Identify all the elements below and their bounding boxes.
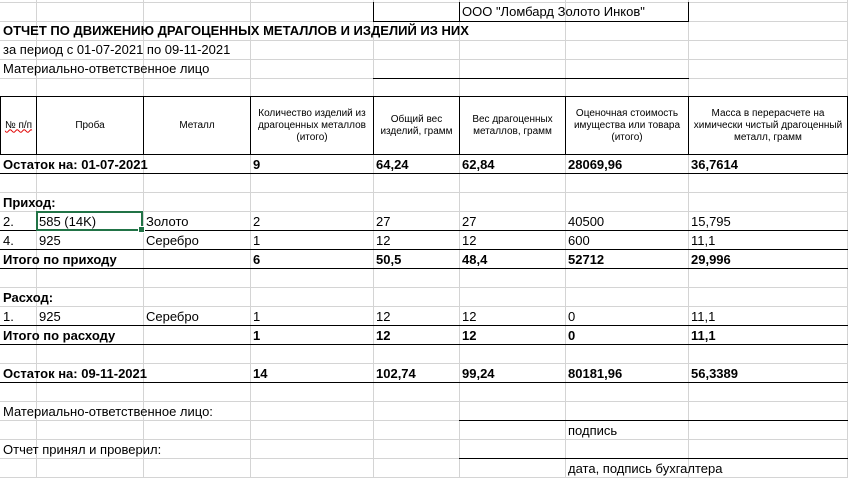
header-pure-mass[interactable]: Масса в перерасчете на химически чистый драгоценный металл, грамм — [693, 107, 843, 143]
header-value[interactable]: Оценочная стоимость имущества или товара (итого) — [573, 107, 681, 143]
income-total-pure-mass[interactable]: 29,996 — [691, 252, 731, 267]
header-assay[interactable]: Проба — [75, 119, 105, 131]
active-cell-selection[interactable] — [36, 211, 143, 231]
footer-date-signature-caption[interactable]: дата, подпись бухгалтера — [568, 461, 723, 476]
row-precious-weight[interactable]: 12 — [462, 309, 477, 324]
row-pure-mass[interactable]: 15,795 — [691, 214, 731, 229]
row-total-weight[interactable]: 27 — [376, 214, 391, 229]
closing-total-weight[interactable]: 102,74 — [376, 366, 416, 381]
row-num[interactable]: 2. — [3, 214, 14, 229]
income-total-precious-weight[interactable]: 48,4 — [462, 252, 488, 267]
income-section-label[interactable]: Приход: — [3, 195, 56, 210]
row-value[interactable]: 0 — [568, 309, 576, 324]
row-qty[interactable]: 1 — [253, 309, 261, 324]
header-quantity[interactable]: Количество изделий из драгоценных металлов (итого) — [258, 107, 366, 143]
header-precious-weight[interactable]: Вес драгоценных металлов, грамм — [472, 113, 553, 137]
opening-precious-weight[interactable]: 62,84 — [462, 157, 495, 172]
row-qty[interactable]: 2 — [253, 214, 261, 229]
row-total-weight[interactable]: 12 — [376, 309, 391, 324]
footer-accepted-label[interactable]: Отчет принял и проверил: — [3, 442, 162, 457]
footer-responsible-label[interactable]: Материально-ответственное лицо: — [3, 404, 213, 419]
row-pure-mass[interactable]: 11,1 — [691, 309, 716, 324]
income-total-qty[interactable]: 6 — [253, 252, 261, 267]
opening-balance-label[interactable]: Остаток на: 01-07-2021 — [3, 157, 148, 172]
row-assay[interactable]: 925 — [39, 233, 61, 248]
opening-total-weight[interactable]: 64,24 — [376, 157, 409, 172]
closing-pure-mass[interactable]: 56,3389 — [691, 366, 738, 381]
row-value[interactable]: 40500 — [568, 214, 605, 229]
expense-total-qty[interactable]: 1 — [253, 328, 261, 343]
expense-total-precious-weight[interactable]: 12 — [462, 328, 477, 343]
row-metal[interactable]: Серебро — [146, 309, 199, 324]
closing-value[interactable]: 80181,96 — [568, 366, 623, 381]
row-assay[interactable]: 585 (14K) — [39, 214, 97, 229]
opening-pure-mass[interactable]: 36,7614 — [691, 157, 738, 172]
header-total-weight[interactable]: Общий вес изделий, грамм — [380, 113, 453, 137]
row-total-weight[interactable]: 12 — [376, 233, 391, 248]
income-total-weight[interactable]: 50,5 — [376, 252, 402, 267]
footer-signature-caption[interactable]: подпись — [568, 423, 618, 438]
row-pure-mass[interactable]: 11,1 — [691, 233, 716, 248]
header-metal[interactable]: Металл — [179, 119, 215, 131]
report-title[interactable]: ОТЧЕТ ПО ДВИЖЕНИЮ ДРАГОЦЕННЫХ МЕТАЛЛОВ И ИЗДЕЛИЙ ИЗ НИХ — [3, 23, 469, 38]
opening-qty[interactable]: 9 — [253, 157, 261, 172]
row-metal[interactable]: Серебро — [146, 233, 199, 248]
company-name[interactable]: ООО "Ломбард Золото Инков" — [462, 4, 645, 19]
header-num[interactable]: № п/п — [4, 119, 33, 131]
report-period[interactable]: за период с 01-07-2021 по 09-11-2021 — [3, 42, 231, 57]
responsible-person-label[interactable]: Материально-ответственное лицо — [3, 61, 210, 76]
row-precious-weight[interactable]: 12 — [462, 233, 477, 248]
expense-total-value[interactable]: 0 — [568, 328, 576, 343]
row-value[interactable]: 600 — [568, 233, 590, 248]
row-num[interactable]: 4. — [3, 233, 14, 248]
closing-balance-label[interactable]: Остаток на: 09-11-2021 — [3, 366, 147, 381]
expense-section-label[interactable]: Расход: — [3, 290, 54, 305]
expense-total-weight[interactable]: 12 — [376, 328, 391, 343]
opening-value[interactable]: 28069,96 — [568, 157, 623, 172]
expense-total-label[interactable]: Итого по расходу — [3, 328, 116, 343]
income-total-label[interactable]: Итого по приходу — [3, 252, 117, 267]
income-total-value[interactable]: 52712 — [568, 252, 605, 267]
row-precious-weight[interactable]: 27 — [462, 214, 477, 229]
row-num[interactable]: 1. — [3, 309, 14, 324]
row-assay[interactable]: 925 — [39, 309, 61, 324]
expense-total-pure-mass[interactable]: 11,1 — [691, 328, 716, 343]
closing-precious-weight[interactable]: 99,24 — [462, 366, 495, 381]
row-metal[interactable]: Золото — [146, 214, 189, 229]
closing-qty[interactable]: 14 — [253, 366, 268, 381]
row-qty[interactable]: 1 — [253, 233, 261, 248]
